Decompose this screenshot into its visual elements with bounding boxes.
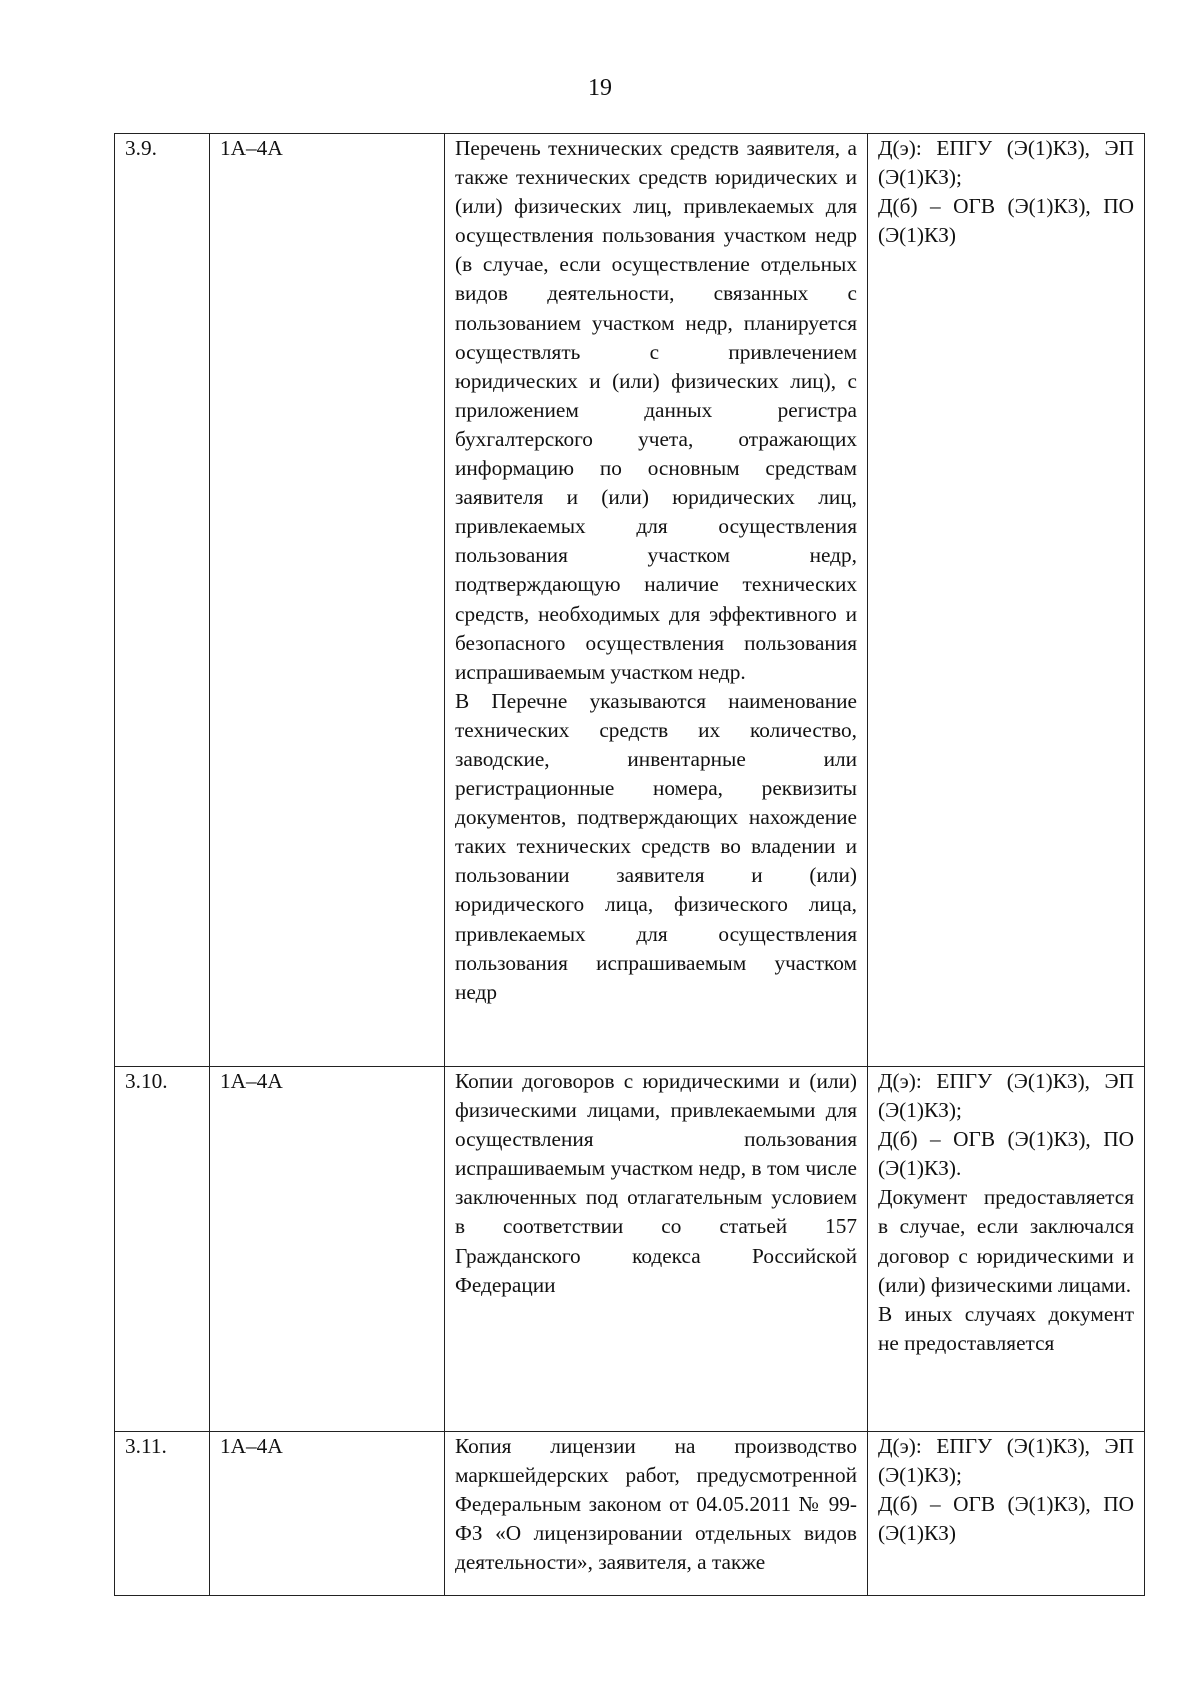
row-number-cell bbox=[115, 1432, 210, 1596]
table-row bbox=[115, 134, 1145, 1067]
category-code: 1А–4А bbox=[220, 136, 283, 160]
document-description: В Перечне указываются наименование технических средств их количество, заводские, инвентарные или регистрационные номера, реквизиты документов, подтверждающих нахождение таких технических средств во владении и пользовании заявителя и (или) юридического лица, физического лица, привлекаемых для осуществления пользования испрашиваемым участком недр bbox=[455, 688, 857, 1004]
document-description-cell bbox=[445, 1067, 868, 1432]
page-number: 19 bbox=[588, 75, 612, 101]
submission-method: Д(э): ЕПГУ (Э(1)КЗ), ЭП (Э(1)КЗ); bbox=[878, 136, 1134, 190]
row-number-cell bbox=[115, 134, 210, 1067]
row-number: 3.11. bbox=[125, 1434, 167, 1458]
submission-method-cell bbox=[868, 1067, 1145, 1432]
submission-method: Д(б) – ОГВ (Э(1)КЗ), ПО (Э(1)КЗ) bbox=[878, 1492, 1134, 1546]
submission-note: В иных случаях документ не предоставляется bbox=[878, 1301, 1134, 1355]
document-description: Копии договоров с юридическими и (или) физическими лицами, привлекаемыми для осуществления пользования испрашиваемым участком недр, в том числе заключенных под отлагательным условием в соответствии со статьей 157 Гражданского кодекса Российской Федерации bbox=[455, 1069, 857, 1297]
submission-note: Документ предоставляется в случае, если заключался договор с юридическими и (или) физическими лицами. bbox=[878, 1185, 1134, 1297]
category-code-cell bbox=[210, 134, 445, 1067]
submission-method: Д(б) – ОГВ (Э(1)КЗ), ПО (Э(1)КЗ) bbox=[878, 194, 1134, 248]
requirements-table bbox=[114, 133, 1145, 1596]
document-description: Копия лицензии на производство маркшейдерских работ, предусмотренной Федеральным законом от 04.05.2011 № 99-ФЗ «О лицензировании отдельных видов деятельности», заявителя, а также bbox=[455, 1434, 857, 1575]
submission-method: Д(э): ЕПГУ (Э(1)КЗ), ЭП (Э(1)КЗ); bbox=[878, 1069, 1134, 1123]
document-description-cell bbox=[445, 134, 868, 1067]
submission-method: Д(б) – ОГВ (Э(1)КЗ), ПО (Э(1)КЗ). bbox=[878, 1127, 1134, 1181]
category-code-cell bbox=[210, 1432, 445, 1596]
row-number: 3.9. bbox=[125, 136, 157, 160]
category-code: 1А–4А bbox=[220, 1069, 283, 1093]
document-description-cell bbox=[445, 1432, 868, 1596]
submission-method: Д(э): ЕПГУ (Э(1)КЗ), ЭП (Э(1)КЗ); bbox=[878, 1434, 1134, 1488]
table-row bbox=[115, 1432, 1145, 1596]
submission-method-cell bbox=[868, 134, 1145, 1067]
category-code-cell bbox=[210, 1067, 445, 1432]
document-description: Перечень технических средств заявителя, а также технических средств юридических и (или) физических лиц, привлекаемых для осуществления пользования участком недр (в случае, если осуществление отдельных видов деятельности, связанных с пользованием участком недр, планируется осуществлять с привлечением юридических и (или) физических лиц), с приложением данных регистра бухгалтерского учета, отражающих информацию по основным средствам заявителя и (или) юридических лиц, привлекаемых для осуществления пользования участком недр, подтверждающую наличие технических средств, необходимых для эффективного и безопасного осуществления пользования испрашиваемым участком недр. bbox=[455, 136, 857, 684]
submission-method-cell bbox=[868, 1432, 1145, 1596]
table-row bbox=[115, 1067, 1145, 1432]
row-number-cell bbox=[115, 1067, 210, 1432]
category-code: 1А–4А bbox=[220, 1434, 283, 1458]
row-number: 3.10. bbox=[125, 1069, 168, 1093]
